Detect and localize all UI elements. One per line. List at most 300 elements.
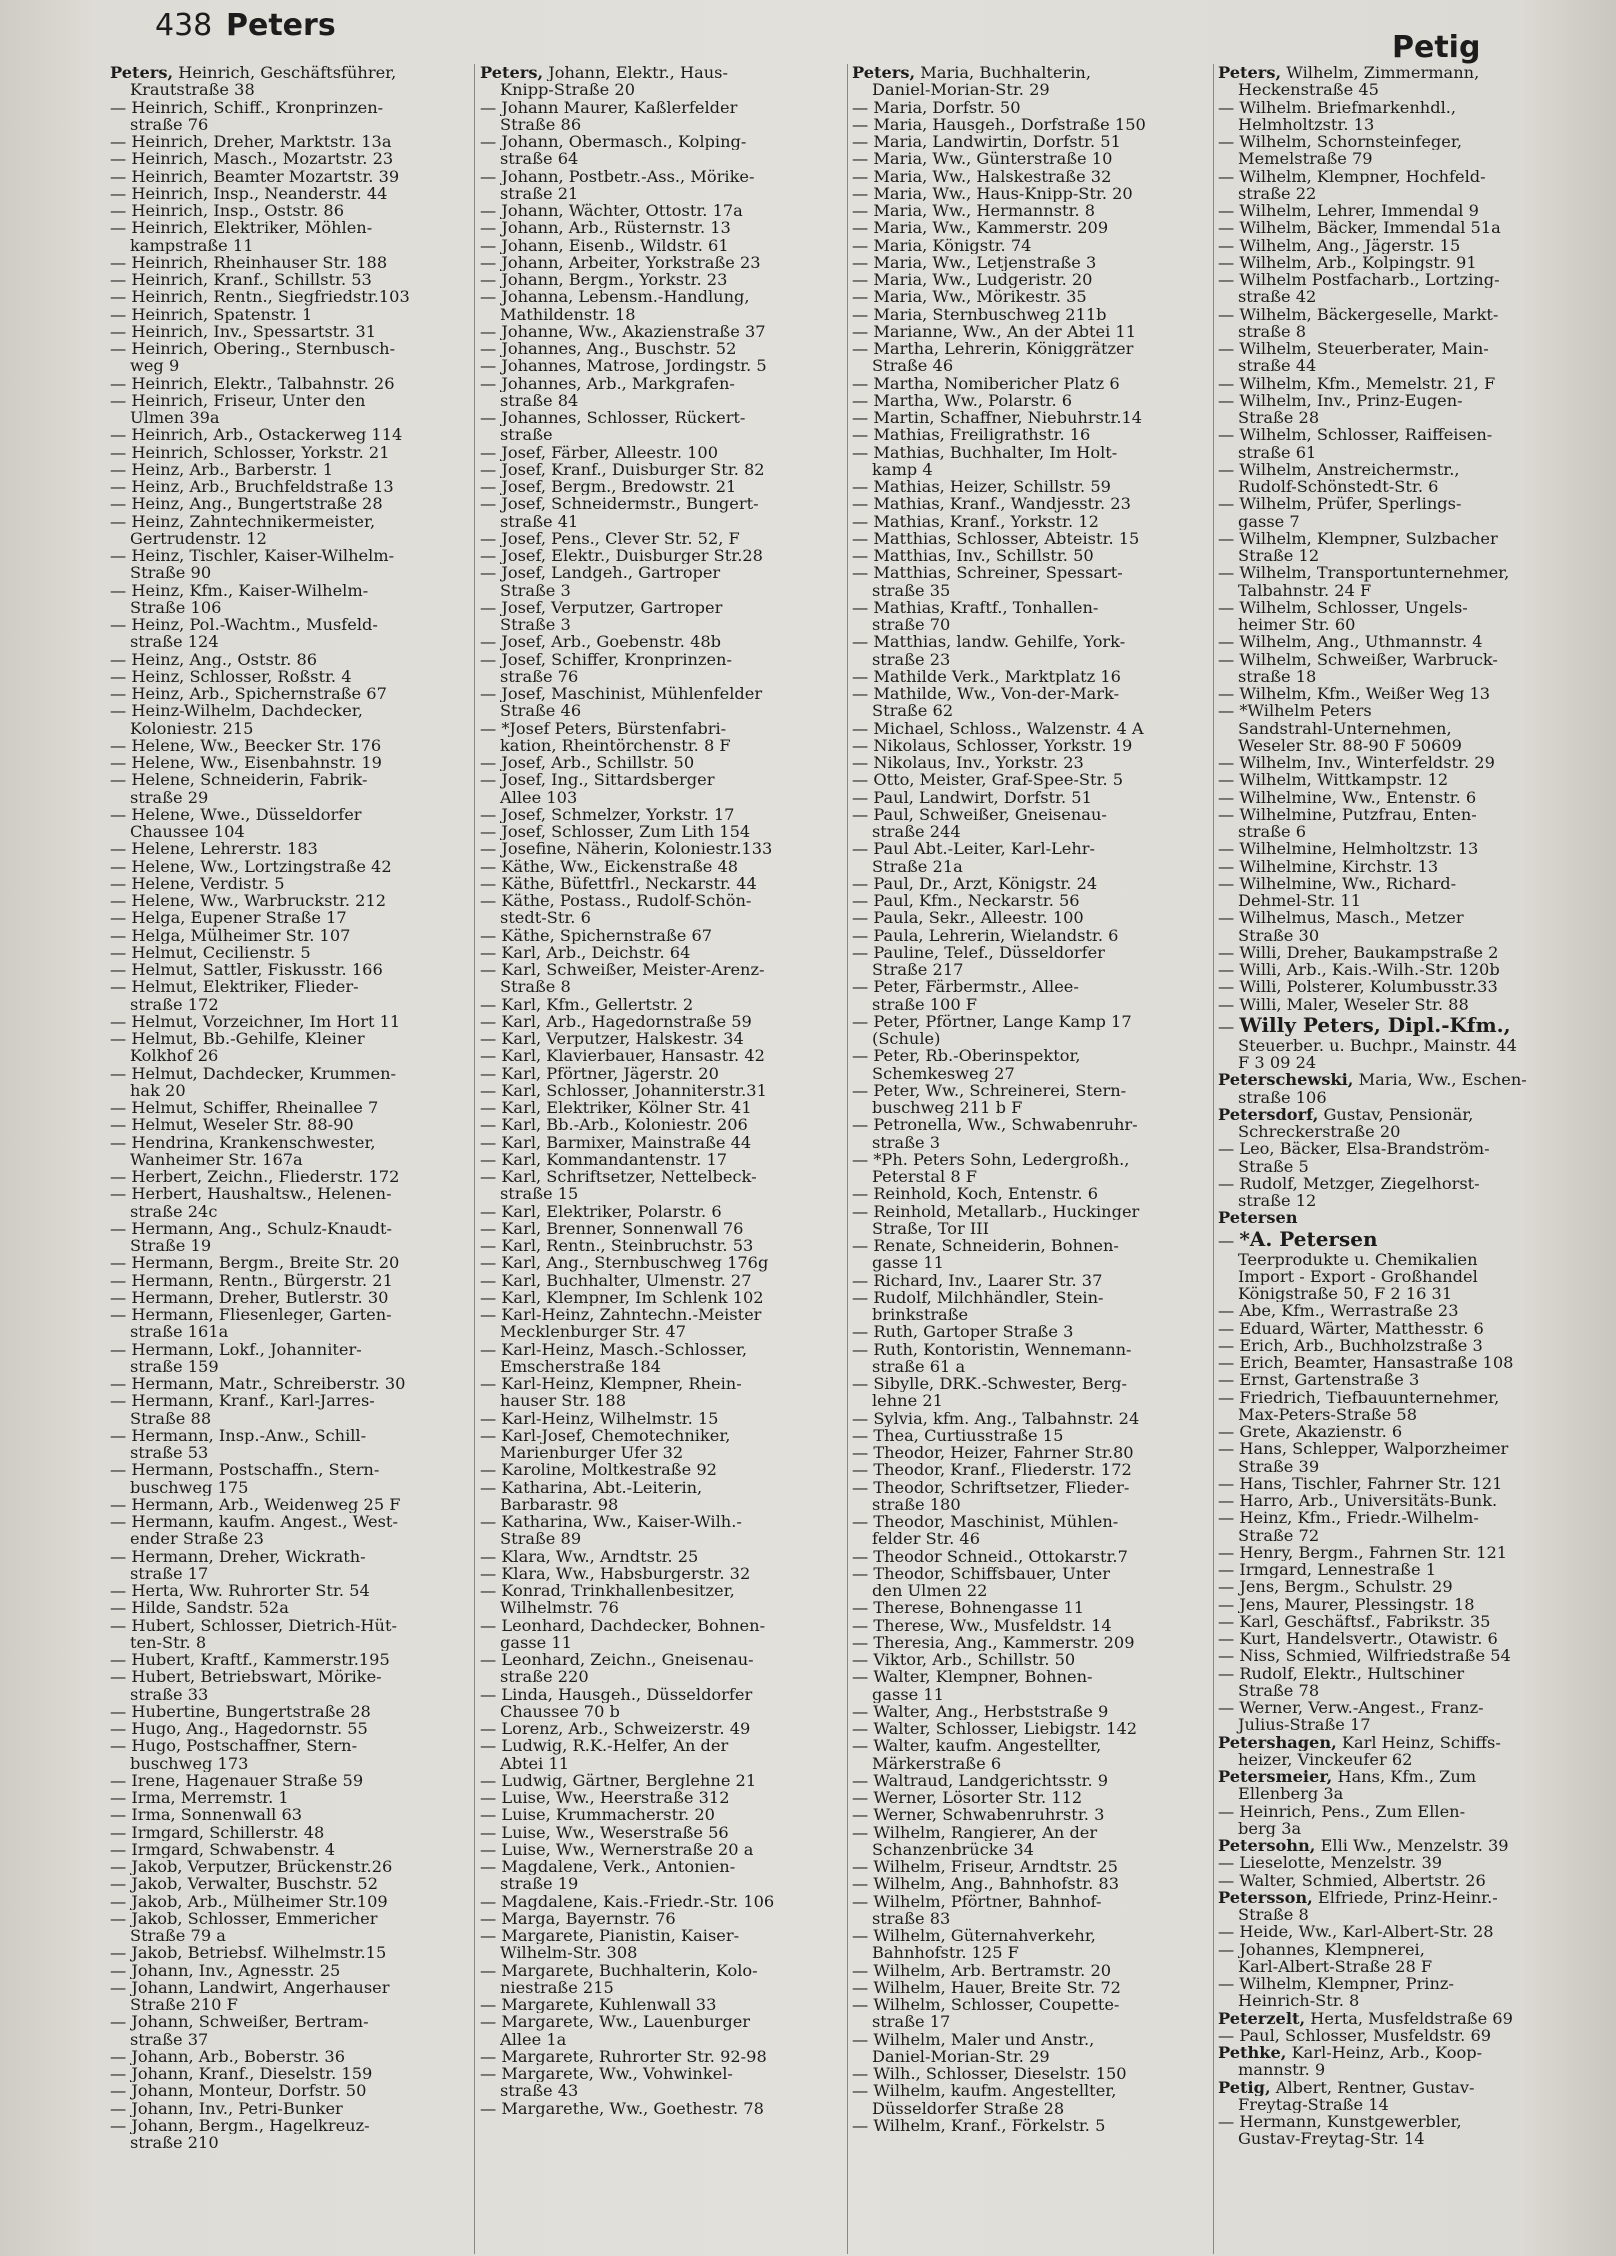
directory-entry-line: — Helmut, Elektriker, Flieder- — [110, 978, 359, 996]
directory-entry-line: — Katharina, Abt.-Leiterin, — [480, 1478, 703, 1496]
directory-entry-line: straße 53 — [130, 1444, 209, 1462]
directory-entry-line: — Heinz, Arb., Bruchfeldstraße 13 — [110, 478, 394, 496]
directory-entry-line: Straße 90 — [130, 564, 212, 582]
directory-entry-line: — Josef, Schiffer, Kronprinzen- — [480, 650, 732, 668]
directory-entry-line: Ellenberg 3a — [1238, 1785, 1344, 1803]
directory-entry-line: Peterschewski, Maria, Ww., Eschen- — [1218, 1071, 1527, 1089]
directory-entry-line: — Heinrich, Rheinhauser Str. 188 — [110, 253, 388, 271]
directory-entry-line: — Nikolaus, Inv., Yorkstr. 23 — [852, 754, 1084, 772]
directory-entry-line: straße 29 — [130, 788, 209, 806]
directory-entry-line: Straße 106 — [130, 598, 222, 616]
directory-entry-line: Heinrich-Str. 8 — [1238, 1992, 1360, 2010]
directory-entry-line: — Johann, Arb., Boberstr. 36 — [110, 2047, 345, 2065]
directory-entry-line: Straße 39 — [1238, 1457, 1320, 1475]
directory-entry-line: Petershagen, Karl Heinz, Schiffs- — [1218, 1733, 1501, 1751]
directory-entry-line: Teerprodukte u. Chemikalien — [1238, 1250, 1478, 1268]
directory-entry-line: — Hugo, Postschaffner, Stern- — [110, 1737, 358, 1755]
directory-entry-line: Mecklenburger Str. 47 — [500, 1323, 687, 1341]
directory-entry-line: — Magdalene, Kais.-Friedr.-Str. 106 — [480, 1892, 775, 1910]
directory-entry-line: — Hubert, Betriebswart, Mörike- — [110, 1668, 382, 1686]
directory-entry-line: — Herbert, Zeichn., Fliederstr. 172 — [110, 1168, 400, 1186]
directory-entry-line: — Katharina, Ww., Kaiser-Wilh.- — [480, 1513, 742, 1531]
directory-entry-line: — Josef, Arb., Schillstr. 50 — [480, 754, 695, 772]
directory-entry-line: — Johann, Landwirt, Angerhauser — [110, 1978, 390, 1996]
directory-entry-line: — Luise, Ww., Heerstraße 312 — [480, 1789, 730, 1807]
directory-entry-line: — Heinrich, Insp., Neanderstr. 44 — [110, 184, 388, 202]
directory-entry-line: — Helmut, Schiffer, Rheinallee 7 — [110, 1099, 379, 1117]
directory-entry-line: straße 8 — [1238, 322, 1307, 340]
directory-entry-line: — Johann, Postbetr.-Ass., Mörike- — [480, 167, 755, 185]
directory-entry-line: mannstr. 9 — [1238, 2061, 1326, 2079]
directory-entry-line: — Irma, Merremstr. 1 — [110, 1789, 289, 1807]
directory-entry-line: — Maria, Ww., Hermannstr. 8 — [852, 202, 1096, 220]
directory-entry-line: straße 35 — [872, 581, 951, 599]
directory-entry-line: — Friedrich, Tiefbauunternehmer, — [1218, 1388, 1500, 1406]
directory-entry-line: — Hubertine, Bungertstraße 28 — [110, 1702, 371, 1720]
directory-entry-line: straße 33 — [130, 1685, 209, 1703]
directory-entry-line: — Renate, Schneiderin, Bohnen- — [852, 1237, 1119, 1255]
directory-entry-line: — Kurt, Handelsvertr., Otawistr. 6 — [1218, 1630, 1498, 1648]
directory-entry-line: — Erich, Beamter, Hansastraße 108 — [1218, 1354, 1514, 1372]
directory-entry-line: — Wilhelm, Kranf., Förkelstr. 5 — [852, 2116, 1106, 2134]
directory-entry-line: — Margarete, Ruhrorter Str. 92-98 — [480, 2047, 767, 2065]
directory-entry-line: Wanheimer Str. 167a — [130, 1150, 303, 1168]
directory-entry-line: Kolkhof 26 — [130, 1047, 219, 1065]
directory-entry-line: — Käthe, Postass., Rudolf-Schön- — [480, 892, 752, 910]
directory-entry-line: — Johann, Obermasch., Kolping- — [480, 133, 747, 151]
directory-entry-line: — Wilhelm, Güternahverkehr, — [852, 1927, 1096, 1945]
directory-entry-line: — Helmut, Dachdecker, Krummen- — [110, 1064, 396, 1082]
directory-entry-line: — Johann, Bergm., Yorkstr. 23 — [480, 271, 728, 289]
directory-entry-line: — Johannes, Matrose, Jordingstr. 5 — [480, 357, 767, 375]
directory-entry-line: — Johann, Monteur, Dorfstr. 50 — [110, 2082, 367, 2100]
directory-entry-line: Düsseldorfer Straße 28 — [872, 2099, 1065, 2117]
directory-entry-line: Emscherstraße 184 — [500, 1357, 661, 1375]
directory-entry-line: straße 37 — [130, 2030, 209, 2048]
directory-entry-line: — Harro, Arb., Universitäts-Bunk. — [1218, 1492, 1498, 1510]
directory-entry-line: straße 19 — [500, 1875, 579, 1893]
directory-entry-line: — Wilhelm. Briefmarkenhdl., — [1218, 98, 1457, 116]
directory-entry-line: — Maria, Ww., Ludgeristr. 20 — [852, 271, 1093, 289]
directory-entry-line: — Marianne, Ww., An der Abtei 11 — [852, 322, 1136, 340]
directory-entry-line: Marienburger Ufer 32 — [500, 1444, 684, 1462]
directory-entry-line: straße 41 — [500, 512, 579, 530]
directory-entry-line: — Karl-Heinz, Zahntechn.-Meister — [480, 1306, 762, 1324]
directory-entry-line: — Mathilde, Ww., Von-der-Mark- — [852, 685, 1120, 703]
directory-entry-line: — Karl, Elektriker, Kölner Str. 41 — [480, 1099, 752, 1117]
directory-entry-line: — Helmut, Bb.-Gehilfe, Kleiner — [110, 1030, 365, 1048]
directory-entry-line: — Helga, Eupener Straße 17 — [110, 909, 347, 927]
directory-entry-line: — Hermann, Arb., Weidenweg 25 F — [110, 1495, 401, 1513]
directory-entry-line: — Karl, Brenner, Sonnenwall 76 — [480, 1219, 744, 1237]
directory-entry-line: — Jakob, Arb., Mülheimer Str.109 — [110, 1892, 388, 1910]
directory-entry-line: — Leo, Bäcker, Elsa-Brandström- — [1218, 1140, 1490, 1158]
directory-entry-line: — Heinz, Ang., Oststr. 86 — [110, 650, 318, 668]
directory-entry-line: — Karl, Ang., Sternbuschweg 176g — [480, 1254, 769, 1272]
directory-entry-line: — Reinhold, Metallarb., Huckinger — [852, 1202, 1140, 1220]
directory-entry-line: — Johann, Eisenb., Wildstr. 61 — [480, 236, 729, 254]
directory-entry-line: — Ernst, Gartenstraße 3 — [1218, 1371, 1420, 1389]
directory-entry-line: Schemkesweg 27 — [872, 1064, 1015, 1082]
directory-entry-line: — Wilhelmus, Masch., Metzer — [1218, 909, 1464, 927]
directory-column-1 — [110, 64, 464, 2254]
directory-entry-line: Peters, Maria, Buchhalterin, — [852, 64, 1091, 82]
directory-entry-line: straße 210 — [130, 2134, 219, 2152]
directory-entry-line: Import - Export - Großhandel — [1238, 1267, 1478, 1285]
directory-entry-line: — Heinrich, Beamter Mozartstr. 39 — [110, 167, 400, 185]
directory-entry-line: — Willy Peters, Dipl.-Kfm., — [1218, 1012, 1511, 1037]
directory-entry-line: — Wilhelm, Ang., Uthmannstr. 4 — [1218, 633, 1483, 651]
directory-entry-line: — Johann, Arbeiter, Yorkstraße 23 — [480, 253, 761, 271]
directory-entry-line: — Pauline, Telef., Düsseldorfer — [852, 943, 1105, 961]
directory-entry-line: buschweg 173 — [130, 1754, 249, 1772]
directory-entry-line: Chaussee 70 b — [500, 1702, 620, 1720]
directory-entry-line: — Theodor, Kranf., Fliederstr. 172 — [852, 1461, 1132, 1479]
page-number: 438 — [155, 8, 213, 43]
directory-entry-line: — Viktor, Arb., Schillstr. 50 — [852, 1651, 1076, 1669]
directory-entry-line: niestraße 215 — [500, 1978, 614, 1996]
directory-entry-line: — Grete, Akazienstr. 6 — [1218, 1423, 1403, 1441]
directory-entry-line: — Irmgard, Lennestraße 1 — [1218, 1561, 1437, 1579]
directory-entry-line: — Wilhelm, Inv., Winterfeldstr. 29 — [1218, 754, 1495, 772]
directory-entry-line: — Klara, Ww., Habsburgerstr. 32 — [480, 1564, 751, 1582]
directory-entry-line: — Maria, Ww., Letjenstraße 3 — [852, 253, 1097, 271]
directory-entry-line: — Karl, Pförtner, Jägerstr. 20 — [480, 1064, 719, 1082]
directory-entry-line: — Hermann, Ang., Schulz-Knaudt- — [110, 1219, 392, 1237]
directory-entry-line: Gustav-Freytag-Str. 14 — [1238, 2130, 1425, 2148]
directory-entry-line: — Karl, Bb.-Arb., Koloniestr. 206 — [480, 1116, 748, 1134]
directory-entry-line: Petersson, Elfriede, Prinz-Heinr.- — [1218, 1888, 1498, 1906]
directory-entry-line: — Luise, Ww., Weserstraße 56 — [480, 1823, 729, 1841]
directory-entry-line: Straße 62 — [872, 702, 954, 720]
directory-entry-line: — Johanna, Lebensm.-Handlung, — [480, 288, 750, 306]
directory-entry-line: — Heinz, Pol.-Wachtm., Musfeld- — [110, 616, 378, 634]
directory-entry-line: straße 76 — [500, 667, 579, 685]
directory-entry-line: — Mathias, Buchhalter, Im Holt- — [852, 443, 1118, 461]
directory-entry-line: — Johanne, Ww., Akazienstraße 37 — [480, 322, 766, 340]
directory-entry-line: straße 43 — [500, 2082, 579, 2100]
directory-entry-line: — Wilhelm Postfacharb., Lortzing- — [1218, 271, 1500, 289]
directory-entry-line: Straße 72 — [1238, 1526, 1320, 1544]
directory-entry-line: — Heinrich, Friseur, Unter den — [110, 391, 366, 409]
directory-entry-line: Heckenstraße 45 — [1238, 81, 1379, 99]
directory-entry-line: gasse 11 — [872, 1254, 944, 1272]
directory-entry-line: — Paul, Landwirt, Dorfstr. 51 — [852, 788, 1092, 806]
directory-entry-line: ender Straße 23 — [130, 1530, 264, 1548]
directory-entry-line: straße 64 — [500, 150, 579, 168]
directory-entry-line: — Werner, Verw.-Angest., Franz- — [1218, 1699, 1484, 1717]
directory-entry-line: Straße, Tor III — [872, 1219, 990, 1237]
directory-entry-line: Straße 30 — [1238, 926, 1320, 944]
directory-entry-line: Peters, Johann, Elektr., Haus- — [480, 64, 728, 82]
directory-entry-line: — Heinrich, Schlosser, Yorkstr. 21 — [110, 443, 390, 461]
directory-entry-line: hak 20 — [130, 1081, 186, 1099]
directory-entry-line: Max-Peters-Straße 58 — [1238, 1405, 1418, 1423]
directory-entry-line: — Ruth, Gartoper Straße 3 — [852, 1323, 1074, 1341]
page-header — [0, 0, 1616, 65]
directory-entry-line: — Eduard, Wärter, Matthesstr. 6 — [1218, 1319, 1484, 1337]
directory-entry-line: Krautstraße 38 — [130, 81, 255, 99]
directory-entry-line: — Otto, Meister, Graf-Spee-Str. 5 — [852, 771, 1124, 789]
directory-entry-line: Koloniestr. 215 — [130, 719, 254, 737]
directory-entry-line: Schreckerstraße 20 — [1238, 1123, 1401, 1141]
directory-entry-line: — Paula, Lehrerin, Wielandstr. 6 — [852, 926, 1119, 944]
directory-entry-line: — Linda, Hausgeh., Düsseldorfer — [480, 1685, 753, 1703]
directory-entry-line: — Mathias, Kranf., Yorkstr. 12 — [852, 512, 1099, 530]
directory-entry-line: Straße 78 — [1238, 1681, 1320, 1699]
directory-entry-line: — Josef, Ing., Sittardsberger — [480, 771, 715, 789]
directory-entry-line: hauser Str. 188 — [500, 1392, 627, 1410]
directory-column-2 — [480, 64, 842, 2254]
directory-entry-line: — Wilhelm, Arb., Kolpingstr. 91 — [1218, 253, 1477, 271]
directory-entry-line: — Wilhelm, Schornsteinfeger, — [1218, 133, 1462, 151]
directory-entry-line: — Thea, Curtiusstraße 15 — [852, 1426, 1064, 1444]
directory-entry-line: Weseler Str. 88-90 F 50609 — [1238, 736, 1462, 754]
directory-entry-line: buschweg 175 — [130, 1478, 249, 1496]
directory-entry-line: Peterstal 8 F — [872, 1168, 978, 1186]
directory-entry-line: Daniel-Morian-Str. 29 — [872, 2047, 1050, 2065]
directory-entry-line: — Wilhelm, Ang., Jägerstr. 15 — [1218, 236, 1461, 254]
directory-entry-line: — Helmut, Cecilienstr. 5 — [110, 943, 311, 961]
directory-entry-line: Allee 103 — [500, 788, 578, 806]
directory-entry-line: — Theodor, Heizer, Fahrner Str.80 — [852, 1444, 1134, 1462]
directory-entry-line: — Waltraud, Landgerichtsstr. 9 — [852, 1771, 1109, 1789]
directory-entry-line: — Karl, Klavierbauer, Hansastr. 42 — [480, 1047, 765, 1065]
directory-entry-line: — Josef, Schneidermstr., Bungert- — [480, 495, 759, 513]
directory-entry-line: — Michael, Schloss., Walzenstr. 4 A — [852, 719, 1144, 737]
directory-entry-line: — Johann, Inv., Petri-Bunker — [110, 2099, 343, 2117]
directory-entry-line: buschweg 211 b F — [872, 1099, 1023, 1117]
directory-entry-line: — Josef, Landgeh., Gartroper — [480, 564, 721, 582]
directory-entry-line: — Heinrich, Inv., Spessartstr. 31 — [110, 322, 377, 340]
directory-entry-line: — Hermann, Kunstgewerbler, — [1218, 2113, 1462, 2131]
directory-entry-line: — Wilhelm, Friseur, Arndtstr. 25 — [852, 1858, 1118, 1876]
directory-entry-line: — Ludwig, R.K.-Helfer, An der — [480, 1737, 729, 1755]
directory-entry-line: — Rudolf, Metzger, Ziegelhorst- — [1218, 1174, 1480, 1192]
directory-entry-line: — *A. Petersen — [1218, 1226, 1378, 1251]
directory-entry-line: weg 9 — [130, 357, 180, 375]
directory-entry-line: — Martha, Lehrerin, Königgrätzer — [852, 340, 1134, 358]
directory-entry-line: — Wilhelm, Klempner, Prinz- — [1218, 1975, 1454, 1993]
directory-entry-line: — Wilhelmine, Ww., Entenstr. 6 — [1218, 788, 1477, 806]
directory-entry-line: — Leonhard, Dachdecker, Bohnen- — [480, 1616, 766, 1634]
directory-entry-line: — Peter, Rb.-Oberinspektor, — [852, 1047, 1081, 1065]
directory-entry-line: — Sylvia, kfm. Ang., Talbahnstr. 24 — [852, 1409, 1140, 1427]
directory-entry-line: Knipp-Straße 20 — [500, 81, 636, 99]
directory-entry-line: Petersohn, Elli Ww., Menzelstr. 39 — [1218, 1837, 1509, 1855]
directory-entry-line: — Karl, Schlosser, Johanniterstr.31 — [480, 1081, 767, 1099]
directory-entry-line: Peterzelt, Herta, Musfeldstraße 69 — [1218, 2009, 1513, 2027]
directory-entry-line: — Konrad, Trinkhallenbesitzer, — [480, 1582, 735, 1600]
directory-entry-line: — Wilhelm, Transportunternehmer, — [1218, 564, 1510, 582]
directory-entry-line: gasse 11 — [500, 1633, 572, 1651]
directory-entry-line: Petersen — [1218, 1209, 1298, 1227]
directory-entry-line: — Wilhelm, kaufm. Angestellter, — [852, 2082, 1117, 2100]
directory-entry-line: straße 61 a — [872, 1357, 966, 1375]
directory-entry-line: — Richard, Inv., Laarer Str. 37 — [852, 1271, 1103, 1289]
directory-entry-line: — Maria, Dorfstr. 50 — [852, 98, 1021, 116]
directory-entry-line: — Heinz, Kfm., Friedr.-Wilhelm- — [1218, 1509, 1479, 1527]
directory-entry-line: F 3 09 24 — [1238, 1054, 1317, 1072]
directory-entry-line: — Heinrich, Schiff., Kronprinzen- — [110, 98, 384, 116]
directory-entry-line: Dehmel-Str. 11 — [1238, 892, 1362, 910]
directory-entry-line: — Karl-Heinz, Masch.-Schlosser, — [480, 1340, 748, 1358]
directory-entry-line: straße 18 — [1238, 667, 1317, 685]
directory-entry-line: berg 3a — [1238, 1819, 1302, 1837]
directory-entry-line: — Wilhelm, Maler und Anstr., — [852, 2030, 1095, 2048]
directory-entry-line: — Walter, Schlosser, Liebigstr. 142 — [852, 1720, 1138, 1738]
directory-entry-line: — Wilhelm, Hauer, Breite Str. 72 — [852, 1978, 1121, 1996]
directory-entry-line: — Karoline, Moltkestraße 92 — [480, 1461, 717, 1479]
directory-entry-line: — Walter, Schmied, Albertstr. 26 — [1218, 1871, 1486, 1889]
directory-entry-line: — Johannes, Arb., Markgrafen- — [480, 374, 735, 392]
directory-entry-line: — Lieselotte, Menzelstr. 39 — [1218, 1854, 1443, 1872]
directory-entry-line: Ulmen 39a — [130, 409, 220, 427]
directory-entry-line: — Heinrich, Pens., Zum Ellen- — [1218, 1802, 1466, 1820]
directory-entry-line: gasse 7 — [1238, 512, 1300, 530]
directory-entry-line: — Josef, Kranf., Duisburger Str. 82 — [480, 460, 765, 478]
directory-entry-line: — Maria, Hausgeh., Dorfstraße 150 — [852, 115, 1146, 133]
directory-entry-line: — Petronella, Ww., Schwabenruhr- — [852, 1116, 1138, 1134]
header-last-name: Petig — [1392, 30, 1481, 65]
directory-entry-line: — Peter, Pförtner, Lange Kamp 17 — [852, 1012, 1132, 1030]
directory-entry-line: heimer Str. 60 — [1238, 616, 1356, 634]
directory-entry-line: Märkerstraße 6 — [872, 1754, 1002, 1772]
directory-entry-line: — Heinrich, Elektr., Talbahnstr. 26 — [110, 374, 395, 392]
directory-entry-line: — Helmut, Sattler, Fiskusstr. 166 — [110, 961, 383, 979]
directory-entry-line: Peters, Heinrich, Geschäftsführer, — [110, 64, 397, 82]
directory-entry-line: — Jakob, Betriebsf. Wilhelmstr.15 — [110, 1944, 387, 1962]
directory-entry-line: heizer, Vinckeufer 62 — [1238, 1750, 1413, 1768]
directory-entry-line: straße 21 — [500, 184, 579, 202]
directory-entry-line: straße 220 — [500, 1668, 589, 1686]
directory-entry-line: — Wilhelm, Anstreichermstr., — [1218, 460, 1460, 478]
directory-entry-line: — Maria, Ww., Günterstraße 10 — [852, 150, 1113, 168]
directory-entry-line: — Hermann, Rentn., Bürgerstr. 21 — [110, 1271, 393, 1289]
directory-entry-line: straße — [500, 426, 553, 444]
directory-entry-line: — Helga, Mülheimer Str. 107 — [110, 926, 351, 944]
directory-entry-line: — Wilhelm, Rangierer, An der — [852, 1823, 1098, 1841]
directory-entry-line: — Marga, Bayernstr. 76 — [480, 1909, 676, 1927]
directory-entry-line: — Josef, Arb., Goebenstr. 48b — [480, 633, 722, 651]
directory-entry-line: — Heinz, Kfm., Kaiser-Wilhelm- — [110, 581, 369, 599]
directory-entry-line: — Therese, Ww., Musfeldstr. 14 — [852, 1616, 1112, 1634]
directory-entry-line: Julius-Straße 17 — [1238, 1716, 1371, 1734]
directory-entry-line: — Irma, Sonnenwall 63 — [110, 1806, 303, 1824]
directory-entry-line: straße 159 — [130, 1357, 219, 1375]
directory-entry-line: straße 3 — [872, 1133, 941, 1151]
directory-entry-line: — Jakob, Verputzer, Brückenstr.26 — [110, 1858, 393, 1876]
directory-entry-line: — Therese, Bohnengasse 11 — [852, 1599, 1085, 1617]
directory-entry-line: Straße 217 — [872, 961, 964, 979]
directory-entry-line: — Johann, Arb., Rüsternstr. 13 — [480, 219, 731, 237]
directory-entry-line: — Irmgard, Schillerstr. 48 — [110, 1823, 325, 1841]
directory-entry-line: Daniel-Morian-Str. 29 — [872, 81, 1050, 99]
directory-entry-line: — Theodor, Maschinist, Mühlen- — [852, 1513, 1119, 1531]
directory-entry-line: — Mathias, Freiligrathstr. 16 — [852, 426, 1091, 444]
directory-entry-line: straße 172 — [130, 995, 219, 1013]
directory-entry-line: straße 161a — [130, 1323, 229, 1341]
directory-entry-line: — Margarete, Ww., Lauenburger — [480, 2013, 751, 2031]
directory-entry-line: — Maria, Sternbuschweg 211b — [852, 305, 1107, 323]
directory-entry-line: — Hilde, Sandstr. 52a — [110, 1599, 289, 1617]
directory-entry-line: — Margarete, Pianistin, Kaiser- — [480, 1927, 740, 1945]
directory-entry-line: — Jens, Maurer, Plessingstr. 18 — [1218, 1595, 1475, 1613]
directory-entry-line: straße 100 F — [872, 995, 978, 1013]
directory-entry-line: — Leonhard, Zeichn., Gneisenau- — [480, 1651, 754, 1669]
directory-entry-line: — Willi, Polsterer, Kolumbusstr.33 — [1218, 978, 1498, 996]
directory-entry-line: Straße 8 — [1238, 1906, 1309, 1924]
directory-entry-line: — Walter, Klempner, Bohnen- — [852, 1668, 1093, 1686]
directory-entry-line: Straße 12 — [1238, 547, 1320, 565]
directory-entry-line: — Willi, Dreher, Baukampstraße 2 — [1218, 943, 1499, 961]
directory-entry-line: — Willi, Arb., Kais.-Wilh.-Str. 120b — [1218, 961, 1500, 979]
directory-entry-line: straße 180 — [872, 1495, 961, 1513]
directory-entry-line: Straße 3 — [500, 616, 571, 634]
header-first-name: Peters — [226, 8, 336, 43]
directory-entry-line: — Karl, Kommandantenstr. 17 — [480, 1150, 728, 1168]
directory-entry-line: — Herta, Ww. Ruhrorter Str. 54 — [110, 1582, 370, 1600]
directory-entry-line: — Paul Abt.-Leiter, Karl-Lehr- — [852, 840, 1096, 858]
directory-entry-line: — Nikolaus, Schlosser, Yorkstr. 19 — [852, 736, 1133, 754]
directory-entry-line: — Helene, Ww., Eisenbahnstr. 19 — [110, 754, 382, 772]
directory-entry-line: — Wilhelmine, Putzfrau, Enten- — [1218, 805, 1477, 823]
directory-entry-line: — Wilhelmine, Ww., Richard- — [1218, 874, 1457, 892]
directory-entry-line: — Theodor, Schiffsbauer, Unter — [852, 1564, 1110, 1582]
directory-entry-line: — Helmut, Vorzeichner, Im Hort 11 — [110, 1012, 401, 1030]
directory-entry-line: Wilhelm-Str. 308 — [500, 1944, 638, 1962]
directory-entry-line: — Peter, Färbermstr., Allee- — [852, 978, 1079, 996]
directory-entry-line: — Maria, Ww., Haus-Knipp-Str. 20 — [852, 184, 1133, 202]
directory-entry-line: — Hermann, Dreher, Butlerstr. 30 — [110, 1288, 389, 1306]
directory-entry-line: Helmholtzstr. 13 — [1238, 115, 1375, 133]
directory-entry-line: — Maria, Ww., Halskestraße 32 — [852, 167, 1112, 185]
directory-entry-line: straße 106 — [1238, 1088, 1327, 1106]
directory-entry-line: — Josef, Elektr., Duisburger Str.28 — [480, 547, 763, 565]
directory-entry-line: — Karl, Barmixer, Mainstraße 44 — [480, 1133, 752, 1151]
directory-entry-line: — Wilhelm, Inv., Prinz-Eugen- — [1218, 391, 1463, 409]
directory-entry-line: — Martha, Ww., Polarstr. 6 — [852, 391, 1073, 409]
directory-entry-line: — Wilhelm, Schlosser, Raiffeisen- — [1218, 426, 1493, 444]
directory-entry-line: straße 12 — [1238, 1192, 1317, 1210]
directory-entry-line: — Jakob, Verwalter, Buschstr. 52 — [110, 1875, 378, 1893]
directory-entry-line: — Mathilde Verk., Marktplatz 16 — [852, 667, 1121, 685]
directory-entry-line: — Klara, Ww., Arndtstr. 25 — [480, 1547, 699, 1565]
directory-entry-line: — Matthias, Schreiner, Spessart- — [852, 564, 1123, 582]
directory-entry-line: straße 42 — [1238, 288, 1317, 306]
directory-entry-line: — Karl, Schweißer, Meister-Arenz- — [480, 961, 765, 979]
directory-entry-line: — Lorenz, Arb., Schweizerstr. 49 — [480, 1720, 751, 1738]
directory-entry-line: — Wilhelm, Schlosser, Coupette- — [852, 1996, 1120, 2014]
directory-entry-line: — Käthe, Ww., Eickenstraße 48 — [480, 857, 739, 875]
directory-entry-line: — Margarete, Buchhalterin, Kolo- — [480, 1961, 758, 1979]
directory-entry-line: — Luise, Ww., Wernerstraße 20 a — [480, 1840, 754, 1858]
directory-entry-line: — Wilhelm, Klempner, Hochfeld- — [1218, 167, 1486, 185]
directory-entry-line: straße 17 — [872, 2013, 951, 2031]
directory-entry-line: — Heinz, Schlosser, Roßstr. 4 — [110, 667, 352, 685]
directory-entry-line: straße 61 — [1238, 443, 1317, 461]
directory-entry-line: straße 22 — [1238, 184, 1317, 202]
directory-entry-line: — Johannes, Klempnerei, — [1218, 1940, 1425, 1958]
directory-entry-line: — Theodor Schneid., Ottokarstr.7 — [852, 1547, 1128, 1565]
directory-entry-line: — Werner, Schwabenruhrstr. 3 — [852, 1806, 1105, 1824]
directory-entry-line: — Helene, Wwe., Düsseldorfer — [110, 805, 362, 823]
directory-entry-line: — Karl, Kfm., Gellertstr. 2 — [480, 995, 694, 1013]
directory-column-4 — [1218, 64, 1582, 2254]
directory-entry-line: Straße 28 — [1238, 409, 1320, 427]
directory-entry-line: — Hermann, Insp.-Anw., Schill- — [110, 1426, 367, 1444]
directory-entry-line: — *Josef Peters, Bürstenfabri- — [480, 719, 727, 737]
